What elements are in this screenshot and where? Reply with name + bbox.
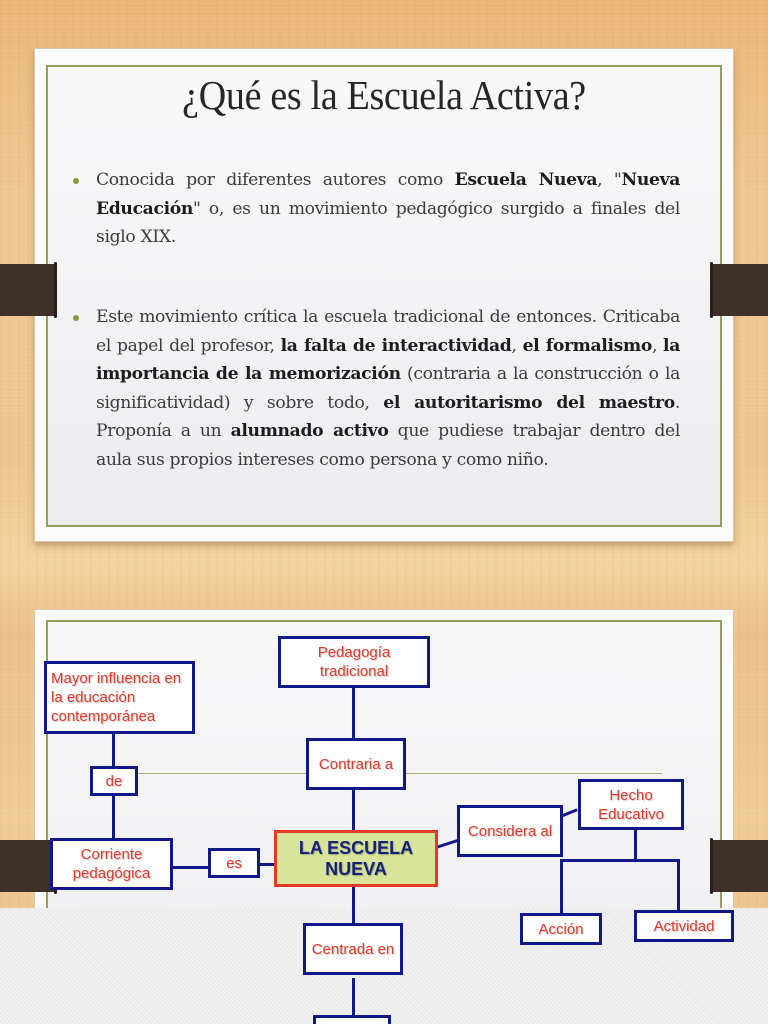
left-binder-tab	[0, 264, 57, 316]
node-la-escuela-nueva: LA ESCUELA NUEVA	[274, 830, 438, 887]
node-mayor-influencia: Mayor influencia en la educación contemporánea	[44, 661, 195, 734]
text-run: que pudiese trabajar dentro del aula sus propios intereses como persona y como niño.	[96, 421, 680, 470]
right-binder-tab-2	[710, 840, 768, 892]
connector	[634, 828, 637, 861]
text-run: Conocida por diferentes autores como	[96, 170, 455, 190]
text-run: Este movimiento crítica la escuela tradicional de entonces. Criticaba el papel del profesor,	[96, 307, 680, 356]
node-bottom	[313, 1015, 391, 1024]
bold-phrase: el formalismo	[522, 335, 652, 356]
bold-phrase: Nueva Educación	[96, 170, 680, 219]
node-centrada-en: Centrada en	[303, 923, 403, 975]
bold-phrase: alumnado activo	[230, 421, 389, 441]
bullet-dot-icon	[73, 315, 79, 321]
bullet-1	[96, 166, 680, 252]
connector	[172, 866, 210, 869]
right-binder-tab	[710, 264, 768, 316]
node-hecho-educativo: Hecho Educativo	[578, 779, 684, 830]
connector	[352, 978, 355, 1016]
node-considera-al: Considera al	[457, 805, 563, 857]
connector	[560, 859, 679, 862]
connector	[677, 859, 680, 911]
node-es: es	[208, 848, 260, 878]
connector	[112, 794, 115, 840]
connector	[112, 732, 115, 768]
node-contraria-a: Contraria a	[306, 738, 406, 790]
bold-phrase: la importancia de la memorización	[96, 335, 681, 384]
text-run: , "	[597, 170, 622, 190]
connector	[352, 887, 355, 925]
slide-1-title: ¿Qué es la Escuela Activa?	[182, 73, 586, 119]
connector	[352, 686, 355, 740]
node-actividad: Actividad	[634, 910, 734, 942]
text-run: (contraria a la construcción o la significatividad) y sobre todo,	[96, 364, 680, 413]
bold-phrase: el autoritarismo del maestro	[383, 392, 675, 413]
bold-phrase: la falta de interactividad	[280, 335, 512, 356]
bullet-2	[96, 303, 680, 474]
bold-phrase: Escuela Nueva	[454, 170, 598, 190]
bullet-dot-icon	[73, 178, 79, 184]
text-run: ,	[651, 335, 664, 356]
text-run: ,	[511, 335, 523, 356]
node-pedagogia-tradicional: Pedagogía tradicional	[278, 636, 430, 688]
text-run: " o, es un movimiento pedagógico surgido a finales del siglo XIX.	[96, 198, 680, 247]
text-run: . Proponía a un	[96, 392, 680, 441]
connector	[560, 859, 563, 914]
node-de: de	[90, 766, 138, 796]
left-binder-tab-2	[0, 840, 57, 892]
connector	[352, 788, 355, 830]
node-accion: Acción	[520, 913, 602, 945]
node-corriente-pedagogica: Corriente pedagógica	[50, 838, 173, 890]
